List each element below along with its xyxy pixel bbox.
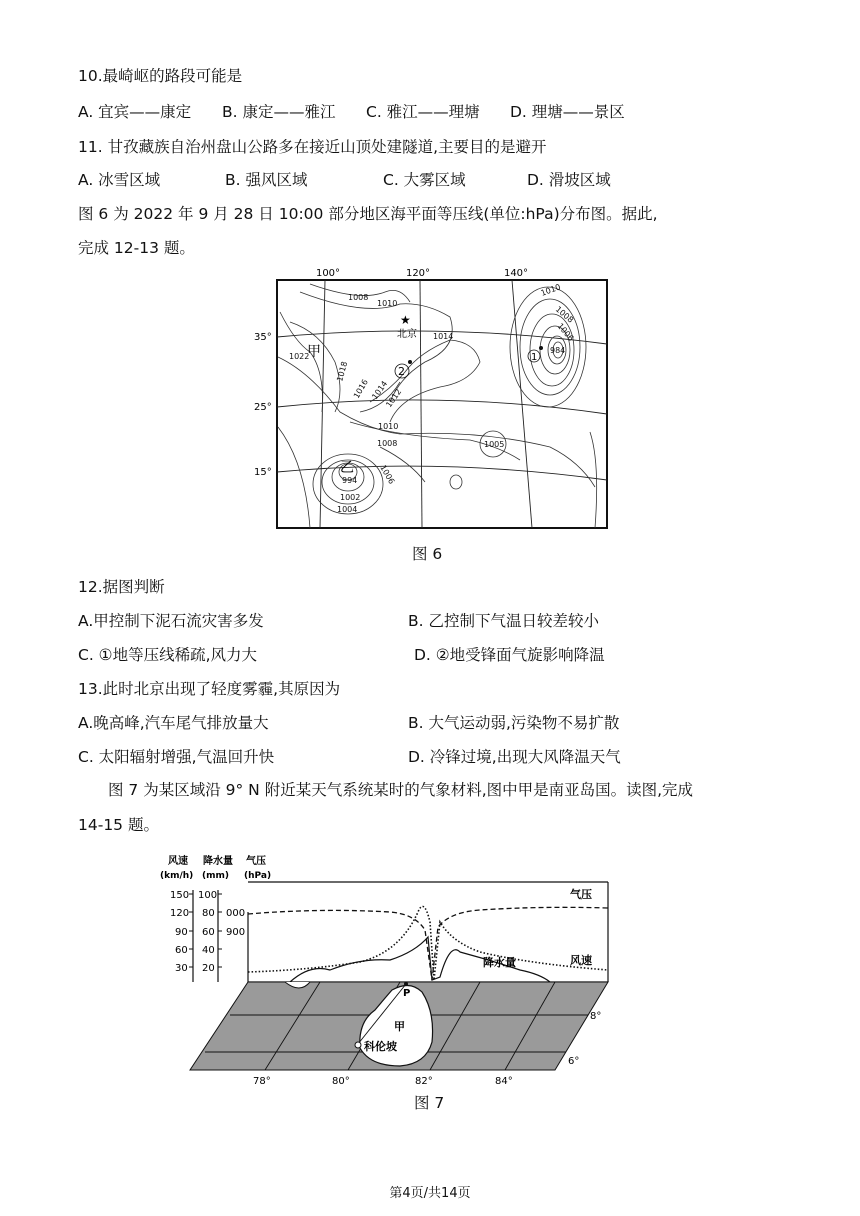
fig7-label-wind: 风速 — [570, 954, 592, 967]
fig7-caption: 图 7 — [414, 1094, 445, 1112]
fig7-axis-wind-title: 风速 — [168, 856, 188, 867]
fig7-wind-tick-120: 120 — [170, 908, 190, 919]
q13-option-d: D. 冷锋过境,出现大风降温天气 — [408, 748, 621, 766]
fig6-lat-15: 15° — [254, 467, 272, 478]
q11-option-b: B. 强风区域 — [225, 171, 308, 189]
fig6-isobar-1008b: 1008 — [377, 439, 398, 448]
fig6-isobar-1012: 1012 — [384, 387, 404, 410]
fig7-label-rain: 降水量 — [483, 956, 516, 969]
fig6-marker-jia: 甲 — [307, 344, 321, 360]
fig6-caption: 图 6 — [412, 545, 443, 563]
fig6-lat-25: 25° — [254, 402, 272, 413]
q12-option-c: C. ①地等压线稀疏,风力大 — [78, 646, 257, 664]
fig7-label-pressure: 气压 — [570, 888, 592, 901]
fig6-isobar-1005: 1005 — [484, 440, 505, 449]
fig6-isobar-1006c: 1006 — [555, 321, 576, 343]
fig6-isobar-994: 994 — [342, 476, 358, 485]
fig6-lat-35: 35° — [254, 332, 272, 343]
fig7-wind-tick-60: 60 — [175, 945, 188, 956]
fig6-isobar-1014b: 1014 — [370, 379, 390, 402]
q10-option-a: A. 宜宾——康定 — [78, 103, 192, 121]
fig7-label-p: P — [403, 988, 411, 999]
fig6-lon-120: 120° — [405, 268, 431, 279]
fig7-intro-line1: 图 7 为某区域沿 9° N 附近某天气系统某时的气象材料,图中甲是南亚岛国。读图,完成 — [108, 781, 694, 799]
fig7-lon-84: 84° — [495, 1076, 513, 1087]
q13-option-c: C. 太阳辐射增强,气温回升快 — [78, 748, 275, 766]
q10-option-b: B. 康定——雅江 — [222, 103, 336, 121]
q10-option-d: D. 理塘——景区 — [510, 103, 625, 121]
fig7-axis-rain-title: 降水量 — [203, 856, 233, 867]
fig7-intro-line2: 14-15 题。 — [78, 816, 159, 834]
figure-7-weather-profile — [160, 852, 620, 1092]
fig6-lon-140: 140° — [503, 268, 529, 279]
q12-stem: 12.据图判断 — [78, 578, 165, 596]
fig6-isobar-1008c: 1008 — [553, 304, 576, 325]
fig7-lat-8: 8° — [590, 1011, 602, 1022]
q13-option-b: B. 大气运动弱,污染物不易扩散 — [408, 714, 620, 732]
fig6-isobar-1016: 1016 — [351, 377, 370, 400]
fig6-isobar-1008: 1008 — [348, 293, 369, 302]
fig6-isobar-1004: 1004 — [337, 505, 358, 514]
fig7-axis-wind-unit: (km/h) — [160, 871, 194, 881]
fig7-rain-tick-80: 80 — [202, 908, 215, 919]
fig6-point-2 — [408, 360, 412, 364]
fig6-lon-100: 100° — [315, 268, 341, 279]
fig7-axis-pressure-title: 气压 — [246, 856, 266, 867]
page-footer: 第4页/共14页 — [389, 1186, 471, 1201]
fig6-beijing-label: 北京 — [397, 329, 417, 340]
fig7-label-colombo: 科伦坡 — [364, 1040, 397, 1053]
fig6-intro-line1: 图 6 为 2022 年 9 月 28 日 10:00 部分地区海平面等压线(单位:hPa)分布图。据此, — [78, 205, 658, 223]
fig7-lon-82: 82° — [415, 1076, 433, 1087]
fig7-lon-78: 78° — [253, 1076, 271, 1087]
q12-option-a: A.甲控制下泥石流灾害多发 — [78, 612, 264, 630]
fig7-rain-tick-20: 20 — [202, 963, 215, 974]
q13-option-a: A.晚高峰,汽车尾气排放量大 — [78, 714, 269, 732]
fig6-marker-1: 1 — [531, 352, 538, 363]
q11-option-a: A. 冰雪区域 — [78, 171, 161, 189]
fig6-marker-yi: 乙 — [340, 460, 354, 476]
fig7-lat-6: 6° — [568, 1056, 580, 1067]
fig6-isobar-1010b: 1010 — [378, 422, 399, 431]
fig6-isobar-984: 984 — [550, 346, 566, 355]
q12-option-b: B. 乙控制下气温日较差较小 — [408, 612, 599, 630]
fig7-rain-tick-40: 40 — [202, 945, 215, 956]
q13-stem: 13.此时北京出现了轻度雾霾,其原因为 — [78, 680, 341, 698]
fig7-wind-tick-90: 90 — [175, 927, 188, 938]
fig7-axis-rain-unit: (mm) — [202, 871, 229, 881]
fig6-isobar-1006: 1006 — [378, 463, 397, 486]
q11-stem: 11. 甘孜藏族自治州盘山公路多在接近山顶处建隧道,主要目的是避开 — [78, 138, 547, 156]
star-icon: ★ — [400, 313, 411, 327]
fig6-isobar-1018: 1018 — [335, 360, 350, 383]
fig7-pressure-tick-900: 900 — [226, 927, 246, 938]
fig6-intro-line2: 完成 12-13 题。 — [78, 239, 195, 257]
fig6-isobar-1010c: 1010 — [539, 282, 562, 298]
fig7-rain-tick-60: 60 — [202, 927, 215, 938]
fig6-isobar-1014a: 1014 — [433, 332, 454, 341]
q12-option-d: D. ②地受锋面气旋影响降温 — [414, 646, 605, 664]
q10-stem: 10.最崎岖的路段可能是 — [78, 67, 243, 85]
fig7-lon-80: 80° — [332, 1076, 350, 1087]
q10-option-c: C. 雅江——理塘 — [366, 103, 480, 121]
q11-option-d: D. 滑坡区域 — [527, 171, 611, 189]
fig7-wind-tick-30: 30 — [175, 963, 188, 974]
fig6-isobar-1002: 1002 — [340, 493, 361, 502]
figure-6-isobar-map — [250, 262, 620, 532]
fig6-marker-2: 2 — [398, 365, 405, 378]
fig6-point-1 — [539, 346, 543, 350]
fig7-label-jia: 甲 — [394, 1020, 405, 1033]
q11-option-c: C. 大雾区域 — [383, 171, 466, 189]
fig7-axis-pressure-unit: (hPa) — [244, 871, 272, 881]
fig6-isobar-1010a: 1010 — [377, 299, 398, 308]
fig7-rain-tick-100: 100 — [198, 890, 218, 901]
fig7-wind-tick-150: 150 — [170, 890, 190, 901]
fig7-pressure-tick-000: 000 — [226, 908, 246, 919]
fig6-isobar-1022: 1022 — [289, 352, 310, 361]
